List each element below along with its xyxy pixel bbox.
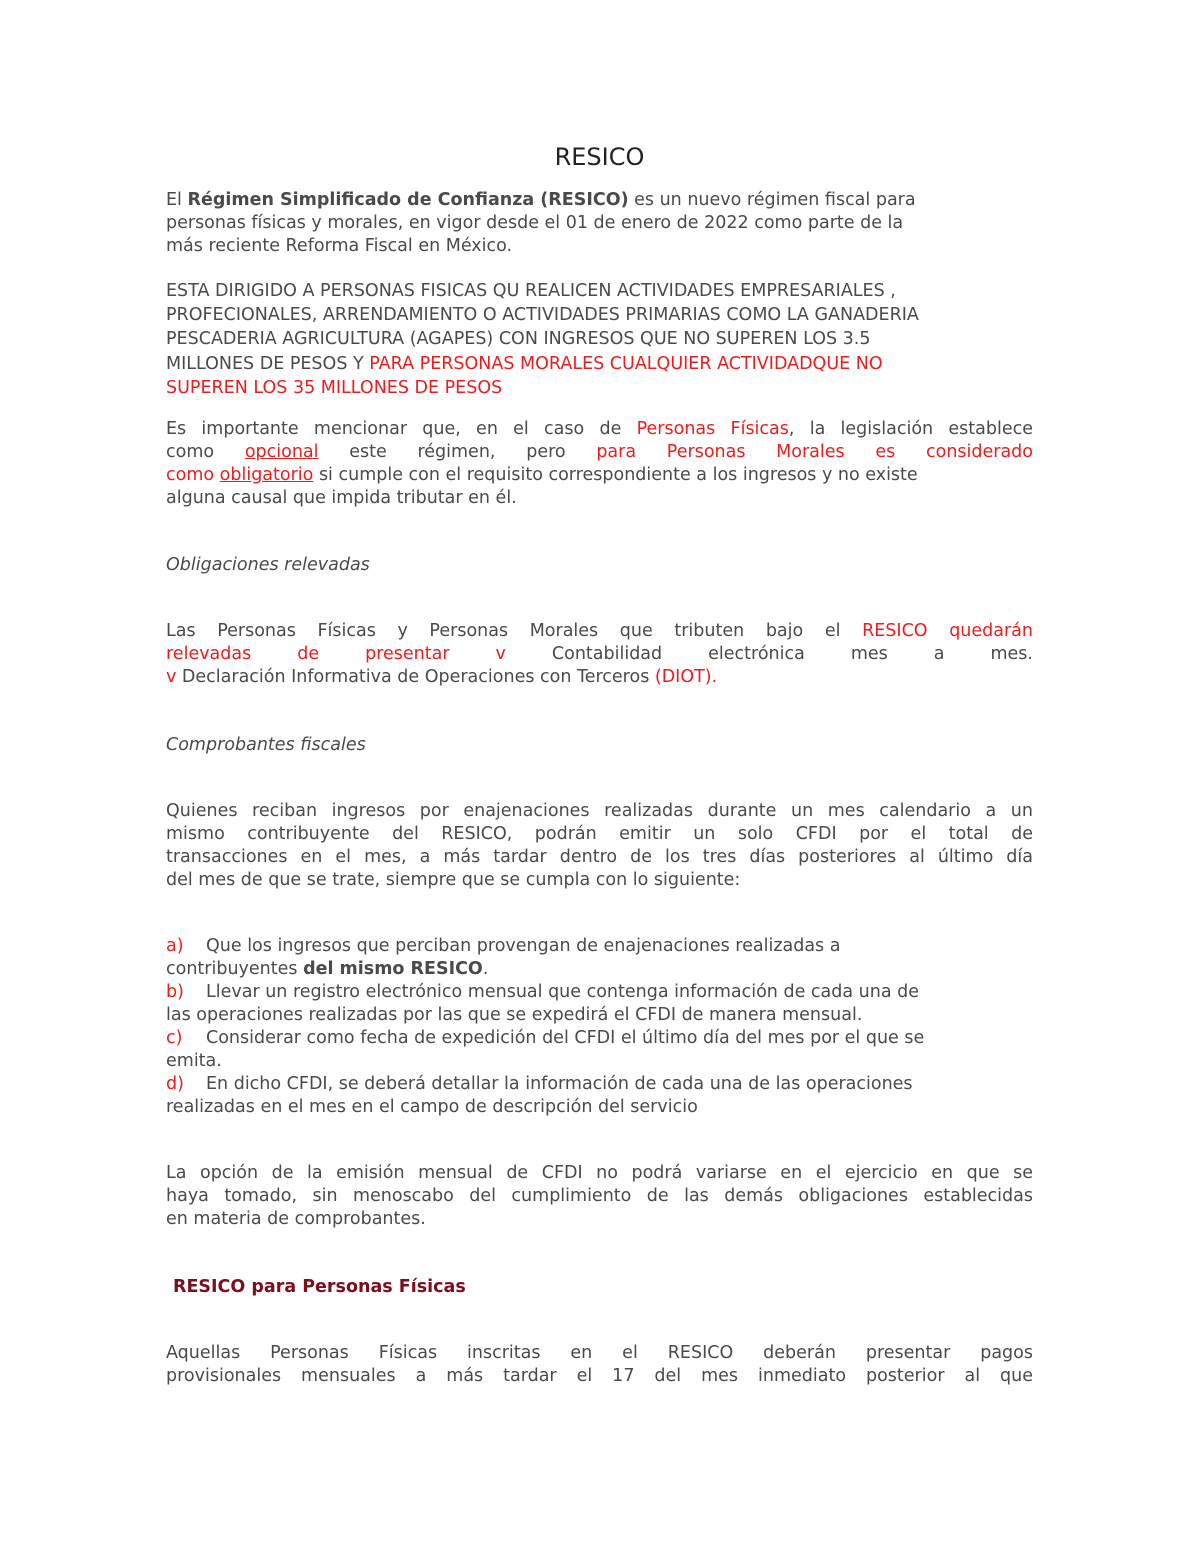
obligatorio-term: obligatorio: [219, 465, 314, 485]
requirements-list: [166, 935, 1033, 1119]
provisional-payments-paragraph: Aquellas Personas Físicas inscritas en el RESICO deberán presentar pagos provisionales mensuales a más tardar el 17 del mes inmediato posterior al que: [166, 1343, 1033, 1386]
section-heading-obligaciones: Obligaciones relevadas: [166, 555, 370, 575]
section-heading-comprobantes: Comprobantes fiscales: [166, 735, 366, 755]
page-title: RESICO: [554, 143, 645, 171]
relieved-obligations-paragraph: Las Personas Físicas y Personas Morales que tributen bajo el RESICO quedarán relevadas de presentar v Contabilidad electrónica mes a mes. v Declaración Informativa de Operaciones con Terceros (DIOT).: [166, 621, 1033, 687]
opcional-term: opcional: [244, 442, 319, 462]
list-item: c) Considerar como fecha de expedición del CFDI el último día del mes por el que se emita.: [166, 1028, 925, 1071]
eligibility-paragraph: ESTA DIRIGIDO A PERSONAS FISICAS QU REALICEN ACTIVIDADES EMPRESARIALES , PROFECIONALES, ARRENDAMIENTO O ACTIVIDADES PRIMARIAS COMO LA GANADERIA PESCADERIA AGRICULTURA (AGAPES) CON INGRESOS QUE NO SUPEREN LOS 3.5 MILLONES DE PESOS Y PARA PERSONAS MORALES CUALQUIER ACTIVIDADQUE NO SUPEREN LOS 35 MILLONES DE PESOS: [166, 281, 919, 398]
cfdi-paragraph: Quienes reciban ingresos por enajenaciones realizadas durante un mes calendario a un mismo contribuyente del RESICO, podrán emitir un solo CFDI por el total de transacciones en el mes, a más tardar dentro de los tres días posteriores al último día del mes de que se trate, siempre que se cumpla con lo siguiente:: [166, 801, 1033, 890]
list-item: a) Que los ingresos que perciban provengan de enajenaciones realizadas a contribuyentes del mismo RESICO.: [166, 936, 841, 979]
list-item: b) Llevar un registro electrónico mensual que contenga información de cada una de las operaciones realizadas por las que se expedirá el CFDI de manera mensual.: [166, 982, 919, 1025]
section-heading-personas-fisicas: RESICO para Personas Físicas: [173, 1277, 466, 1297]
monthly-option-paragraph: La opción de la emisión mensual de CFDI no podrá variarse en el ejercicio en que se haya tomado, sin menoscabo del cumplimiento de las demás obligaciones establecidas en materia de comprobantes.: [166, 1163, 1033, 1229]
optional-obligatory-paragraph: Es importante mencionar que, en el caso de Personas Físicas, la legislación establece como opcional este régimen, pero para Personas Morales es considerado como obligatorio si cumple con el requisito correspondiente a los ingresos y no existe alguna causal que impida tributar en él.: [166, 419, 1033, 508]
regime-name: Régimen Simplificado de Confianza (RESICO): [187, 190, 629, 210]
morales-highlight: PARA PERSONAS MORALES CUALQUIER ACTIVIDADQUE NO: [369, 354, 883, 374]
list-item: d) En dicho CFDI, se deberá detallar la información de cada una de las operaciones realizadas en el mes en el campo de descripción del servicio: [166, 1074, 913, 1117]
intro-paragraph: El Régimen Simplificado de Confianza (RESICO) es un nuevo régimen fiscal para personas físicas y morales, en vigor desde el 01 de enero de 2022 como parte de la más reciente Reforma Fiscal en México.: [166, 190, 916, 256]
